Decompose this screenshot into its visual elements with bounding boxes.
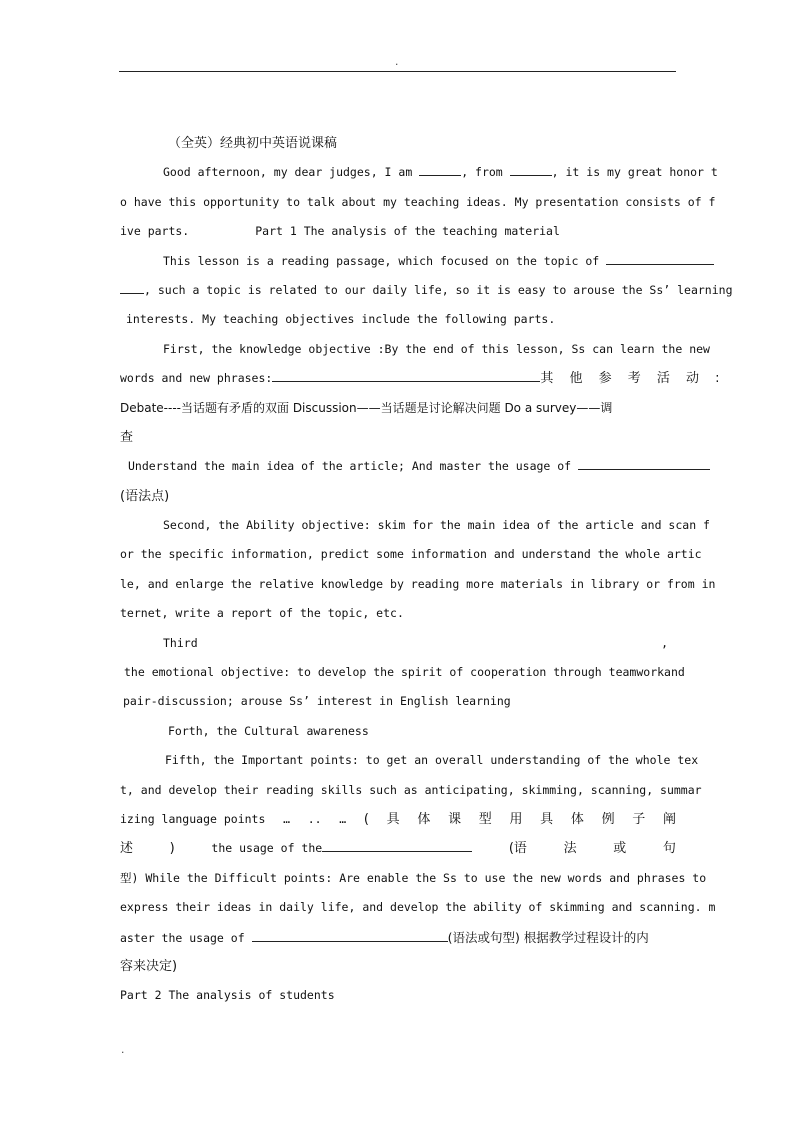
- intro-text-c: , it is my great honor t: [551, 165, 718, 180]
- second-text-c: le, and enlarge the relative knowledge by reading more materials in library or from in: [120, 576, 716, 591]
- fifth-text-h: 容来决定): [120, 958, 178, 974]
- second-line-2: [120, 540, 702, 569]
- first-line-5: [120, 452, 676, 481]
- fifth-text-e: 型) While the Difficult points: Are enable the Ss to use the new words and phrases to: [120, 870, 707, 885]
- fifth-text-c11: 具: [540, 811, 554, 827]
- fifth-line-4: [120, 834, 676, 863]
- fifth-text-c9: 型: [478, 811, 492, 827]
- fifth-line-7: [120, 923, 676, 952]
- fifth-text-c2: …: [283, 811, 291, 826]
- intro-text-a: Good afternoon, my dear judges, I am: [163, 165, 420, 180]
- intro-line-2: [120, 188, 716, 217]
- name-blank: [419, 164, 461, 176]
- third-text-b2: and: [664, 665, 685, 680]
- activities-list: Debate----当话题有矛盾的双面 Discussion——当话题是讨论解决问题 Do a survey——调: [120, 400, 613, 415]
- second-line-3: [120, 570, 716, 599]
- other-activities-label: 其 他 参 考 活 动 :: [540, 371, 726, 387]
- fifth-text-c7: 体: [417, 811, 431, 827]
- fifth-line-8: [120, 952, 676, 981]
- grammar-point-label: (语法点): [120, 488, 170, 504]
- topic-blank: [606, 253, 714, 265]
- fifth-text-f: express their ideas in daily life, and develop the ability of skimming and scanning. m: [120, 900, 716, 915]
- fifth-text-c1: izing language points: [120, 811, 266, 826]
- first-line-2: [120, 364, 726, 393]
- fifth-text-b: t, and develop their reading skills such as anticipating, skimming, scanning, summar: [120, 782, 702, 797]
- intro-text-d: o have this opportunity to talk about my teaching ideas. My presentation consists of f: [120, 194, 716, 209]
- document-title-line: [120, 129, 676, 158]
- fifth-text-g2: (语法或句型) 根据教学过程设计的内: [447, 929, 649, 945]
- fifth-text-c13: 例: [601, 811, 615, 827]
- lesson-text-c: interests. My teaching objectives include the following parts.: [126, 312, 556, 327]
- document-title: （全英）经典初中英语说课稿: [168, 136, 338, 151]
- third-text-b1: the emotional objective: to develop the spirit of cooperation through teamwork: [124, 665, 665, 680]
- first-line-1: [120, 335, 710, 364]
- activities-list-end: 查: [120, 429, 134, 445]
- third-line-2: [120, 658, 685, 687]
- first-line-4: [120, 423, 676, 452]
- fifth-text-c14: 子: [632, 811, 646, 827]
- fifth-text-c6: 具: [386, 811, 400, 827]
- phrases-blank: [272, 370, 540, 382]
- intro-text-b: , from: [461, 165, 510, 180]
- fifth-text-c5: (: [363, 811, 369, 827]
- footer-mark: .: [120, 1046, 126, 1056]
- part1-heading: Part 1 The analysis of the teaching material: [255, 224, 560, 239]
- fifth-line-6: [120, 893, 716, 922]
- fifth-text-d7: 句: [662, 841, 676, 857]
- part2-heading: Part 2 The analysis of students: [120, 988, 335, 1003]
- grammar-pattern-blank: [252, 930, 448, 942]
- fifth-text-d4: (语: [508, 841, 527, 857]
- fifth-text-c15: 阐: [662, 811, 676, 827]
- third-text-c: pair-discussion; arouse Ss’ interest in English learning: [123, 694, 511, 709]
- lesson-line-1: [120, 247, 676, 276]
- fifth-line-2: [120, 776, 702, 805]
- header-rule: [119, 71, 676, 72]
- fifth-text-d6: 或: [613, 841, 627, 857]
- school-blank: [510, 164, 552, 176]
- grammar-blank: [578, 458, 710, 470]
- fifth-text-g1: aster the usage of: [120, 930, 252, 945]
- second-line-4: [120, 599, 676, 628]
- header-mark: .: [394, 58, 400, 68]
- second-text-d: ternet, write a report of the topic, etc.: [120, 606, 404, 621]
- fifth-text-d3: the usage of the: [211, 841, 323, 856]
- forth-line: [120, 717, 676, 746]
- document-body: [120, 129, 733, 1011]
- part2-line: [120, 981, 676, 1010]
- intro-text-e: ive parts.: [120, 224, 190, 239]
- fifth-text-c12: 体: [570, 811, 584, 827]
- second-line-1: [120, 511, 710, 540]
- fifth-text-d5: 法: [563, 841, 577, 857]
- first-line-3: [120, 394, 676, 423]
- lesson-line-2: [120, 276, 733, 305]
- intro-line-1: [120, 158, 718, 187]
- fifth-line-3: [120, 805, 676, 834]
- fifth-text-c3: ..: [307, 811, 322, 826]
- first-line-6: [120, 482, 676, 511]
- fifth-text-c4: …: [339, 811, 347, 826]
- lesson-text-a: This lesson is a reading passage, which focused on the topic of: [163, 253, 607, 268]
- fifth-text-d2: ): [169, 841, 175, 857]
- topic-blank-cont: [120, 282, 144, 294]
- intro-line-3: [120, 217, 676, 246]
- second-text-b: or the specific information, predict some information and understand the whole artic: [120, 547, 702, 562]
- usage-blank: [322, 840, 472, 852]
- third-line-1: [120, 629, 676, 658]
- lesson-text-b: , such a topic is related to our daily life, so it is easy to arouse the Ss’ learning: [144, 282, 733, 297]
- fifth-line-5: [120, 864, 707, 893]
- fifth-text-c10: 用: [509, 811, 523, 827]
- third-comma: ,: [661, 635, 668, 650]
- fifth-text-c8: 课: [448, 811, 462, 827]
- fifth-text-a: Fifth, the Important points: to get an overall understanding of the whole tex: [165, 753, 699, 768]
- lesson-line-3: [120, 305, 676, 334]
- first-text-f: Understand the main idea of the article; And master the usage of: [128, 459, 579, 474]
- second-text-a: Second, the Ability objective: skim for the main idea of the article and scan f: [163, 518, 710, 533]
- first-text-a: First, the knowledge objective :By the end of this lesson, Ss can learn the new: [163, 341, 710, 356]
- first-text-b: words and new phrases:: [120, 371, 273, 386]
- forth-text: Forth, the Cultural awareness: [168, 723, 369, 738]
- third-text-a: Third: [163, 635, 198, 650]
- fifth-line-1: [120, 746, 699, 775]
- third-line-3: [120, 687, 676, 716]
- fifth-text-d1: 述: [120, 841, 134, 857]
